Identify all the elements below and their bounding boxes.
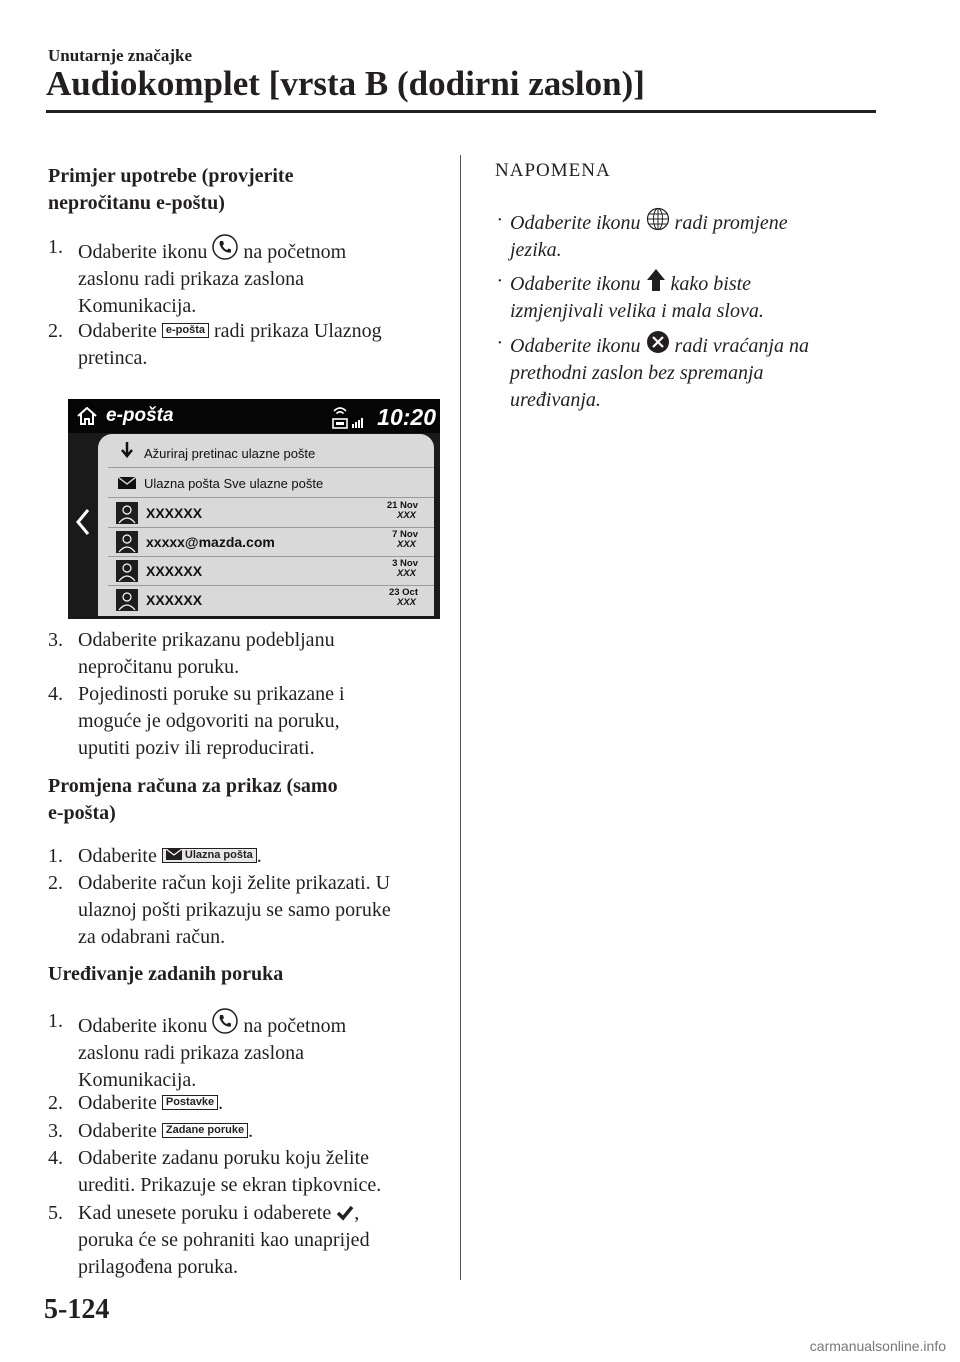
delete-x-icon (646, 330, 670, 354)
title-rule (46, 110, 876, 113)
globe-icon (646, 207, 670, 231)
download-arrow-icon (120, 441, 134, 461)
step-1-open-communication: 1. Odaberite ikonu na početnom zaslonu radi prikaza zaslona Komunikacija. (48, 1010, 347, 1091)
mail-icon (118, 477, 136, 489)
heading-change-account: Promjena računa za prikaz (samo e-pošta) (48, 775, 338, 824)
step-2-select-account: 2. Odaberite račun koji želite prikazati. U ulaznoj pošti prikazuju se samo poruke za odabrani račun. (48, 872, 391, 948)
checkmark-icon[interactable] (336, 1205, 354, 1221)
settings-button[interactable]: Postavke (162, 1095, 218, 1110)
step-2-select-settings: 2. Odaberite Postavke . (48, 1092, 224, 1114)
step-3-select-default-messages: 3. Odaberite Zadane poruke . (48, 1120, 254, 1142)
back-chevron-icon[interactable] (74, 507, 92, 537)
row-separator (108, 467, 434, 468)
step-5-save-message: 5. Kad unesete poruku i odaberete , poruka će se pohraniti kao unaprijed prilagođena poruka. (48, 1202, 370, 1278)
phone-icon (212, 234, 238, 260)
screen-header (68, 399, 440, 433)
contact-icon (116, 589, 138, 611)
default-messages-button[interactable]: Zadane poruke (162, 1123, 248, 1138)
clock: 10:20 (377, 404, 436, 430)
watermark: carmanualsonline.info (809, 1338, 946, 1354)
row-separator (108, 497, 434, 498)
email-button[interactable]: e-pošta (162, 323, 209, 338)
section-label: Unutarnje značajke (48, 46, 193, 65)
page-number: 5-124 (44, 1294, 110, 1325)
column-divider (460, 155, 461, 1280)
contact-icon (116, 560, 138, 582)
heading-unread-email: Primjer upotrebe (provjerite nepročitanu e-poštu) (48, 165, 294, 214)
contact-icon (116, 502, 138, 524)
inbox-selector-row[interactable]: Ulazna pošta Sve ulazne pošte (116, 469, 428, 497)
email-inbox-screen (68, 399, 440, 619)
note-bullet-back-without-saving: · Odaberite ikonu radi vraćanja na prethodni zaslon bez spremanja uređivanja. (497, 332, 809, 411)
heading-edit-default-messages: Uređivanje zadanih poruka (48, 963, 284, 985)
message-row[interactable]: XXXXXX 21 Nov XXX (116, 499, 428, 527)
mail-icon (166, 849, 182, 860)
phone-icon (212, 1008, 238, 1034)
page-title: Audiokomplet [vrsta B (dodirni zaslon)] (46, 64, 645, 103)
step-1-open-communication: 1. Odaberite ikonu na početnom zaslonu radi prikaza zaslona Komunikacija. (48, 236, 347, 317)
step-2-select-email: 2. Odaberite e-pošta radi prikaza Ulaznog pretinca. (48, 320, 382, 369)
step-3-select-message: 3. Odaberite prikazanu podebljanu nepročitanu poruku. (48, 629, 335, 678)
shift-arrow-icon (646, 268, 666, 292)
step-1-select-inbox: 1. Odaberite Ulazna pošta . (48, 845, 262, 867)
step-4-message-details: 4. Pojedinosti poruke su prikazane i moguće je odgovoriti na poruku, uputiti poziv ili reproducirati. (48, 683, 345, 759)
signal-status-icon (326, 403, 366, 431)
note-heading: NAPOMENA (495, 160, 611, 181)
home-icon[interactable] (76, 407, 98, 425)
step-4-select-message: 4. Odaberite zadanu poruku koju želite urediti. Prikazuje se ekran tipkovnice. (48, 1147, 382, 1196)
contact-icon (116, 531, 138, 553)
message-row[interactable]: XXXXXX 3 Nov XXX (116, 557, 428, 585)
update-inbox-row[interactable]: Ažuriraj pretinac ulazne pošte (116, 439, 428, 467)
note-bullet-case-toggle: · Odaberite ikonu kako biste izmjenjivali velika i mala slova. (497, 270, 764, 322)
message-row[interactable]: XXXXXX 23 Oct XXX (116, 586, 428, 614)
inbox-button[interactable]: Ulazna pošta (162, 848, 257, 863)
message-row[interactable]: xxxxx@mazda.com 7 Nov XXX (116, 528, 428, 556)
note-bullet-language: · Odaberite ikonu radi promjene jezika. (497, 209, 788, 261)
screen-title: e-pošta (106, 405, 174, 426)
